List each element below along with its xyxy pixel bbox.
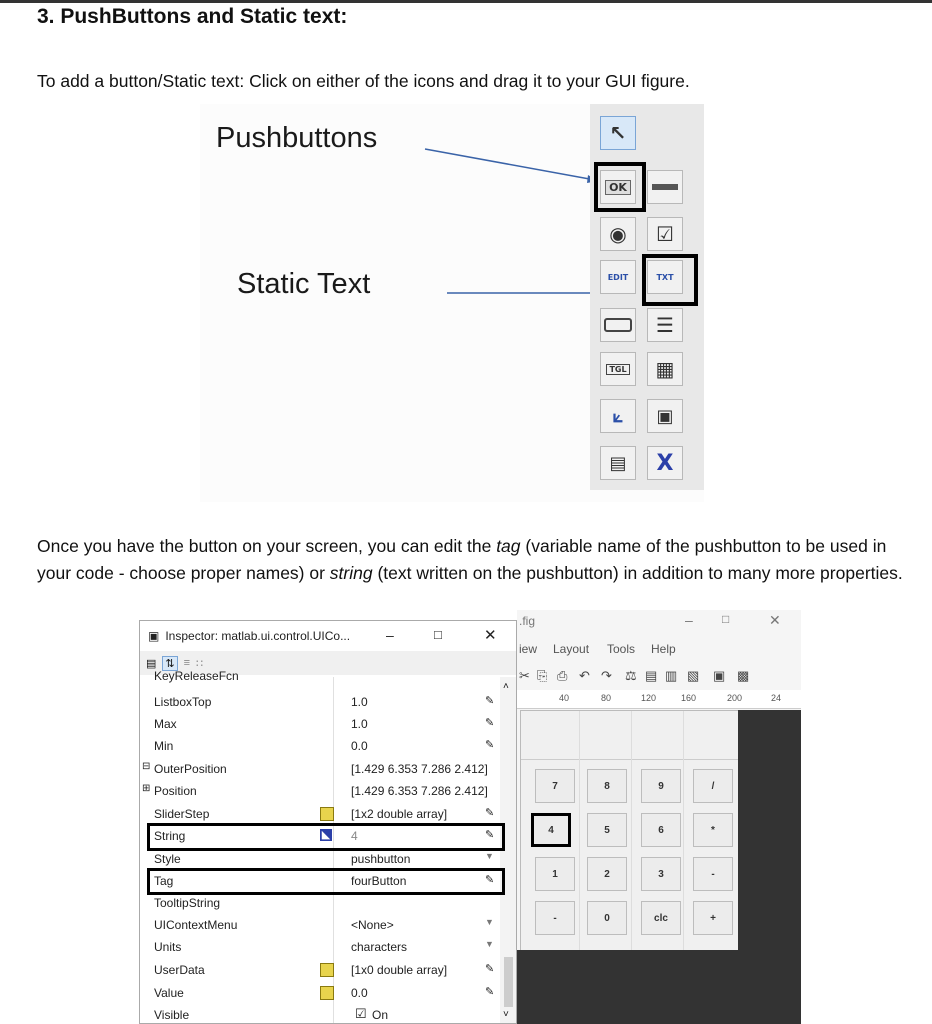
scroll-down-icon[interactable]: ˅ <box>503 1009 509 1020</box>
guide-maximize-icon[interactable]: □ <box>722 612 730 626</box>
activex-tool[interactable] <box>647 446 683 480</box>
radio-button-tool[interactable] <box>600 217 636 251</box>
property-value[interactable]: [1.429 6.353 7.286 2.412] <box>351 762 488 776</box>
guide-minimize-icon[interactable]: – <box>685 612 693 628</box>
static-text-callout: Static Text <box>237 268 371 300</box>
menu-view[interactable]: iew <box>519 642 538 656</box>
intro-paragraph: To add a button/Static text: Click on either of the icons and drag it to your GUI figure. <box>37 71 690 91</box>
property-name: Value <box>154 986 184 1000</box>
key-multiply[interactable]: * <box>693 813 733 847</box>
edit-pencil-icon[interactable]: ✎ <box>485 963 495 975</box>
key-2[interactable]: 2 <box>587 857 627 891</box>
table-tool[interactable] <box>647 352 683 386</box>
checkbox-icon: ☑ <box>656 222 674 246</box>
inspector-title: Inspector: matlab.ui.control.UICo... <box>165 629 351 643</box>
guide-toolbar <box>517 664 801 690</box>
ruler-tick-label: 24 <box>771 693 782 703</box>
inspector-close-icon[interactable]: ✕ <box>484 627 497 644</box>
property-row-listboxtop[interactable] <box>140 691 500 713</box>
categorized-view-icon[interactable]: ▤ <box>146 657 157 670</box>
property-name: UIContextMenu <box>154 918 238 932</box>
tag-word: tag <box>496 536 521 556</box>
property-name: Min <box>154 739 174 753</box>
explanation-part1: Once you have the button on your screen, you can edit the <box>37 536 497 556</box>
select-tool[interactable] <box>600 116 636 150</box>
explanation-part2: (variable name of the pushbutton to be used in your code - choose proper names) or <box>37 536 887 583</box>
property-row-max[interactable] <box>140 713 500 735</box>
property-row-value[interactable] <box>140 982 500 1004</box>
pushbutton-tool-label: OK <box>605 180 631 195</box>
key-clc[interactable]: clc <box>641 901 681 935</box>
canvas-background <box>738 710 801 1024</box>
guide-close-icon[interactable]: ✕ <box>769 612 781 628</box>
ruler-tick-label: 80 <box>601 693 612 703</box>
property-value[interactable]: 1.0 <box>351 695 368 709</box>
property-name: Units <box>154 940 182 954</box>
property-value[interactable]: 4 <box>351 829 358 843</box>
pushbuttons-callout: Pushbuttons <box>216 122 378 154</box>
property-value[interactable]: 1.0 <box>351 717 368 731</box>
listbox-tool[interactable] <box>647 308 683 342</box>
property-row-tooltipstring[interactable] <box>140 892 500 914</box>
pushbutton-highlight-box <box>594 162 646 212</box>
property-value[interactable]: On <box>372 1008 389 1022</box>
tag-row-highlight-box <box>147 868 505 895</box>
explanation-paragraph <box>37 533 917 587</box>
checkbox-tool[interactable] <box>647 217 683 251</box>
key-8[interactable]: 8 <box>587 769 627 803</box>
slider-icon <box>652 184 678 190</box>
inspector-app-icon: ▣ <box>148 629 160 643</box>
cursor-arrow-icon: ↖ <box>609 121 627 145</box>
panel-tool[interactable] <box>647 399 683 433</box>
axes-tool[interactable] <box>600 399 636 433</box>
radio-button-icon: ◉ <box>609 222 627 246</box>
toggle-button-tool[interactable] <box>600 352 636 386</box>
edit-pencil-icon[interactable]: ✎ <box>485 739 495 751</box>
key-3[interactable]: 3 <box>641 857 681 891</box>
string-editor-icon[interactable]: ◣ <box>321 829 331 841</box>
property-name: String <box>154 829 186 843</box>
property-row-outerposition[interactable] <box>140 758 500 780</box>
edit-pencil-icon[interactable]: ✎ <box>485 874 495 886</box>
undo-icon[interactable]: ↶ <box>579 668 590 683</box>
static-text-tool-label: TXT <box>656 272 674 282</box>
property-value[interactable]: [1x0 double array] <box>351 963 448 977</box>
expand-toggle-icon[interactable]: ⊟ <box>142 761 151 772</box>
menu-editor-icon[interactable]: ▤ <box>645 668 658 683</box>
listbox-icon: ☰ <box>656 313 674 337</box>
property-value[interactable]: <None> <box>351 918 394 932</box>
key-plus[interactable]: + <box>693 901 733 935</box>
edit-text-tool[interactable] <box>600 260 636 294</box>
activex-x-icon: X <box>656 450 674 476</box>
property-row-uicontextmenu[interactable] <box>140 914 500 936</box>
expand-toggle-icon[interactable]: ⊞ <box>142 783 151 794</box>
property-row-visible[interactable] <box>140 1004 500 1024</box>
key-1[interactable]: 1 <box>535 857 575 891</box>
redo-icon[interactable]: ↷ <box>601 668 612 683</box>
key-5[interactable]: 5 <box>587 813 627 847</box>
table-icon: ▦ <box>655 357 675 381</box>
property-row-min[interactable] <box>140 735 500 757</box>
key-6[interactable]: 6 <box>641 813 681 847</box>
ruler-tick-label: 40 <box>559 693 570 703</box>
dropdown-arrow-icon[interactable]: ▼ <box>485 851 494 861</box>
editor-icon[interactable]: ▣ <box>713 668 726 683</box>
menu-help[interactable]: Help <box>651 642 676 656</box>
property-value[interactable]: fourButton <box>351 874 407 888</box>
button-group-tool[interactable] <box>600 446 636 480</box>
dropdown-arrow-icon[interactable]: ▼ <box>485 917 494 927</box>
array-grid-icon <box>320 986 334 1000</box>
property-name: SliderStep <box>154 807 210 821</box>
key-0[interactable]: 0 <box>587 901 627 935</box>
ruler-tick-label: 200 <box>727 693 743 703</box>
property-value[interactable]: 0.0 <box>351 986 368 1000</box>
property-row-sliderstep[interactable] <box>140 803 500 825</box>
ruler-tick-label: 160 <box>681 693 697 703</box>
string-row-highlight-box <box>147 823 505 851</box>
array-grid-icon <box>320 963 334 977</box>
guide-editor-window <box>517 610 801 1024</box>
panel-icon: ▣ <box>656 405 674 427</box>
scroll-thumb[interactable] <box>504 957 513 1007</box>
tab-order-icon[interactable]: ▥ <box>665 668 678 683</box>
horizontal-ruler <box>517 690 801 709</box>
property-name: KeyReleaseFcn <box>154 671 239 683</box>
popup-menu-icon <box>604 318 632 332</box>
property-name: Style <box>154 852 181 866</box>
key-4-selected[interactable]: 4 <box>531 813 571 847</box>
menu-layout[interactable]: Layout <box>553 642 590 656</box>
cut-icon[interactable]: ✂ <box>519 668 530 683</box>
property-name: Position <box>154 784 197 798</box>
property-name: TooltipString <box>154 896 221 910</box>
property-inspector-window <box>139 620 517 1024</box>
toggle-button-tool-label: TGL <box>606 364 629 375</box>
property-value[interactable]: [1x2 double array] <box>351 807 448 821</box>
key-minus[interactable]: - <box>693 857 733 891</box>
canvas-background-bottom <box>517 950 738 1024</box>
copy-icon[interactable]: ⎘ <box>537 668 548 683</box>
explanation-part3: (text written on the pushbutton) in addition to many more properties. <box>372 563 903 583</box>
property-name: Max <box>154 717 177 731</box>
scroll-up-icon[interactable]: ˄ <box>503 681 509 692</box>
popup-menu-tool[interactable] <box>600 308 636 342</box>
property-value[interactable]: pushbutton <box>351 852 411 866</box>
inspector-titlebar <box>140 621 516 651</box>
edit-pencil-icon[interactable]: ✎ <box>485 807 495 819</box>
visible-checkbox-icon[interactable]: ☑ <box>355 1006 367 1021</box>
edit-pencil-icon[interactable]: ✎ <box>485 695 495 707</box>
string-word: string <box>329 563 373 583</box>
collapse-all-icon[interactable]: ∷ <box>196 657 204 670</box>
property-row-position[interactable] <box>140 780 500 802</box>
property-name: Visible <box>154 1008 190 1022</box>
guide-file-title: .fig <box>519 614 536 628</box>
edit-pencil-icon[interactable]: ✎ <box>485 717 495 729</box>
ruler-tick-label: 120 <box>641 693 657 703</box>
array-grid-icon <box>320 807 334 821</box>
property-row-style[interactable] <box>140 848 500 870</box>
layout-canvas[interactable] <box>520 710 740 952</box>
edit-pencil-icon[interactable]: ✎ <box>485 829 495 841</box>
property-name: ListboxTop <box>154 695 212 709</box>
property-name: Tag <box>154 874 174 888</box>
button-group-icon: ▤ <box>609 452 627 474</box>
paste-icon[interactable]: ⎙ <box>557 668 568 683</box>
key-negate[interactable]: - <box>535 901 575 935</box>
inspector-minimize-icon[interactable]: – <box>386 627 394 643</box>
pushbuttons-arrow <box>425 149 595 180</box>
edit-text-tool-label: EDIT <box>607 272 629 282</box>
edit-pencil-icon[interactable]: ✎ <box>485 986 495 998</box>
static-text-highlight-box <box>642 254 698 306</box>
axes-chart-icon: ⟀ <box>612 405 624 427</box>
expand-all-icon[interactable]: ≡ <box>183 657 191 669</box>
property-name: OuterPosition <box>154 762 227 776</box>
key-7[interactable]: 7 <box>535 769 575 803</box>
sort-alphabetical-icon[interactable]: ⇅ <box>162 656 177 671</box>
slider-tool[interactable] <box>647 170 683 204</box>
property-name: UserData <box>154 963 205 977</box>
inspector-icon[interactable]: ▩ <box>737 668 750 683</box>
property-row-userdata[interactable] <box>140 959 500 981</box>
align-icon[interactable]: ⚖ <box>625 668 637 683</box>
section-heading: 3. PushButtons and Static text: <box>37 5 348 28</box>
menu-tools[interactable]: Tools <box>607 642 636 656</box>
key-divide[interactable]: / <box>693 769 733 803</box>
toolbar-editor-icon[interactable]: ▧ <box>687 668 700 683</box>
property-value[interactable]: 0.0 <box>351 739 368 753</box>
key-9[interactable]: 9 <box>641 769 681 803</box>
inspector-maximize-icon[interactable]: □ <box>434 627 442 642</box>
property-row-units[interactable] <box>140 936 500 958</box>
dropdown-arrow-icon[interactable]: ▼ <box>485 939 494 949</box>
property-value[interactable]: characters <box>351 940 408 954</box>
property-row-keyreleasefcn[interactable] <box>140 671 500 687</box>
property-value[interactable]: [1.429 6.353 7.286 2.412] <box>351 784 488 798</box>
